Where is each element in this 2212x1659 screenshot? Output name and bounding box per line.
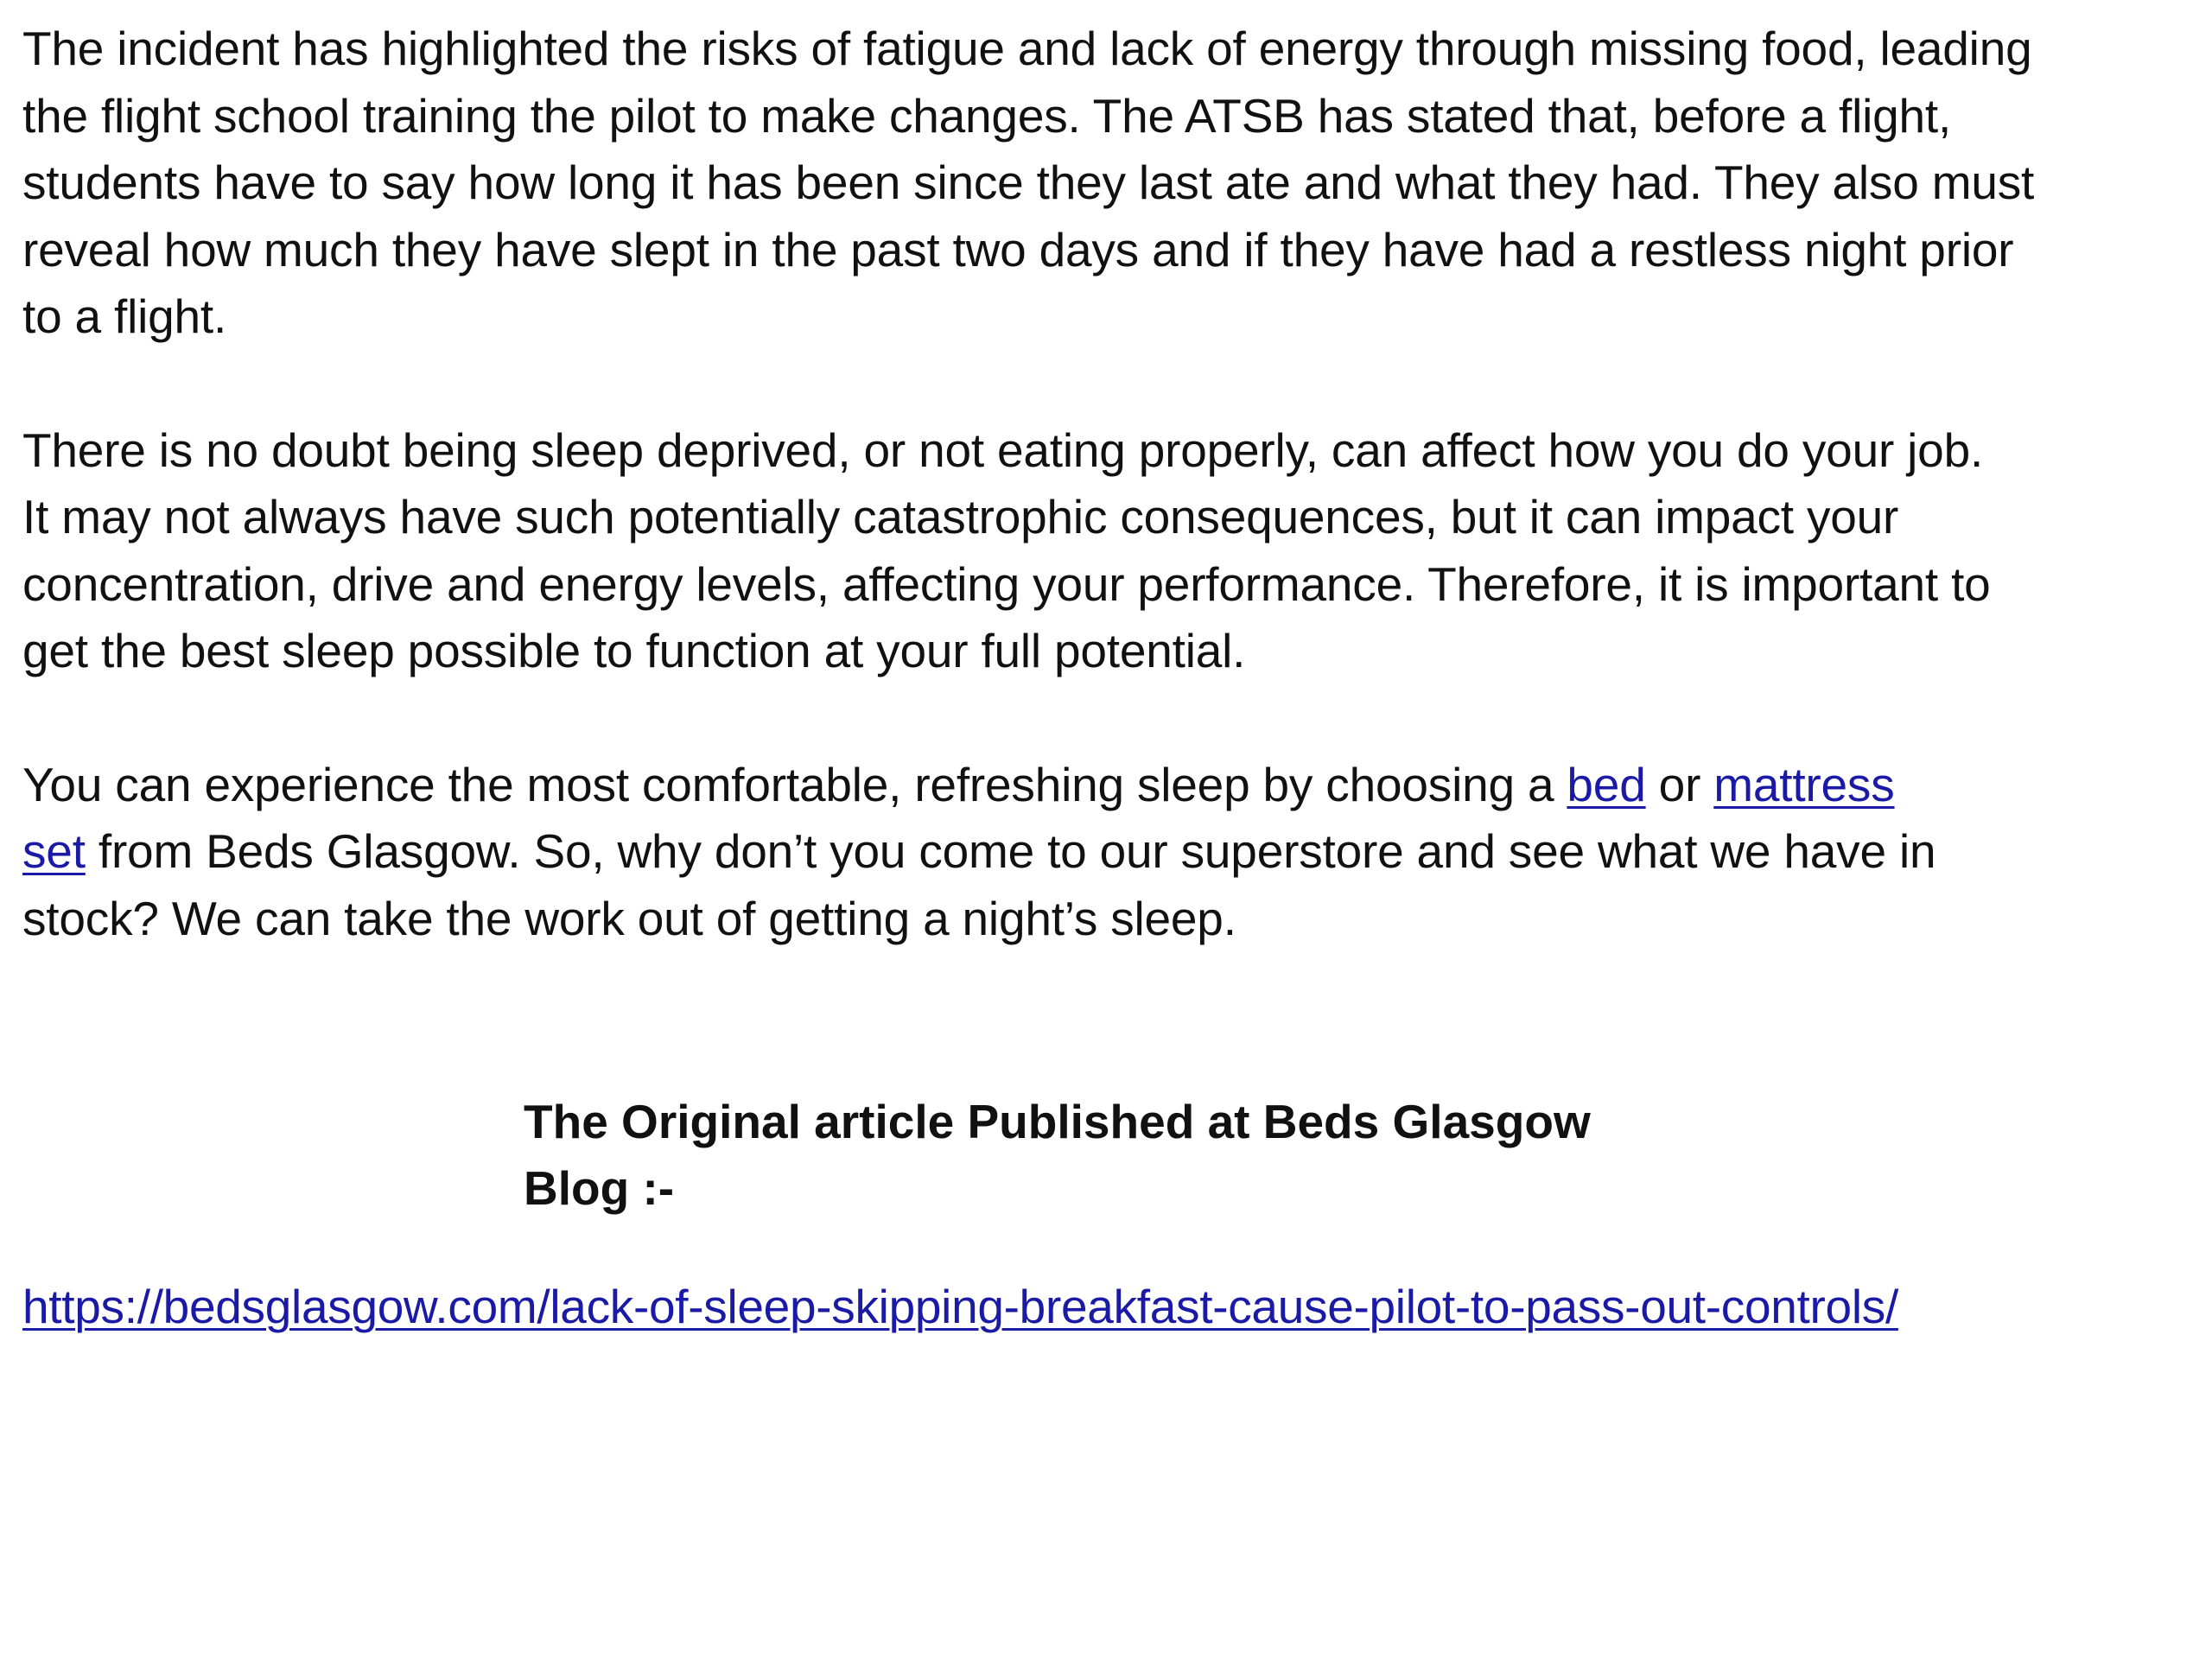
cta-text: You can experience the most comfortable, refreshing sleep by choosing a bbox=[22, 757, 1567, 811]
mattress-set-link[interactable]: mattress bbox=[1713, 757, 1895, 811]
heading-line: Blog :- bbox=[524, 1161, 675, 1215]
paragraph-call-to-action bbox=[22, 752, 2191, 953]
text-line: stock? We can take the work out of getting a night’s sleep. bbox=[22, 891, 1236, 945]
mattress-set-link-continued[interactable]: set bbox=[22, 824, 86, 878]
text-line bbox=[22, 818, 2191, 886]
text-line bbox=[22, 752, 2191, 819]
cta-text: from Beds Glasgow. So, why don’t you come to our superstore and see what we have in bbox=[85, 824, 1936, 878]
text-line: the flight school training the pilot to make changes. The ATSB has stated that, before a flight, bbox=[22, 88, 1952, 143]
original-article-heading bbox=[524, 1089, 1591, 1222]
source-article-link[interactable]: https://bedsglasgow.com/lack-of-sleep-skipping-breakfast-cause-pilot-to-pass-out-controls/ bbox=[22, 1280, 1898, 1333]
article-body bbox=[22, 16, 2191, 1019]
text-line: concentration, drive and energy levels, affecting your performance. Therefore, it is important to bbox=[22, 556, 1991, 611]
text-line: students have to say how long it has been since they last ate and what they had. They also must bbox=[22, 156, 2035, 209]
text-line: The incident has highlighted the risks of fatigue and lack of energy through missing food, leading bbox=[22, 22, 2032, 75]
cta-text: or bbox=[1645, 757, 1714, 811]
heading-line: The Original article Published at Beds Glasgow bbox=[524, 1095, 1591, 1148]
text-line: to a flight. bbox=[22, 289, 227, 343]
text-line: There is no doubt being sleep deprived, or not eating properly, can affect how you do your job. bbox=[22, 423, 1984, 477]
source-link-container bbox=[22, 1274, 1898, 1340]
paragraph-sleep-deprivation bbox=[22, 417, 2191, 685]
text-line: get the best sleep possible to function at your full potential. bbox=[22, 624, 1246, 677]
bed-link[interactable]: bed bbox=[1567, 757, 1646, 811]
text-line: It may not always have such potentially catastrophic consequences, but it can impact your bbox=[22, 490, 1899, 543]
paragraph-incident bbox=[22, 16, 2191, 351]
text-line: reveal how much they have slept in the past two days and if they have had a restless night prior bbox=[22, 222, 2014, 276]
